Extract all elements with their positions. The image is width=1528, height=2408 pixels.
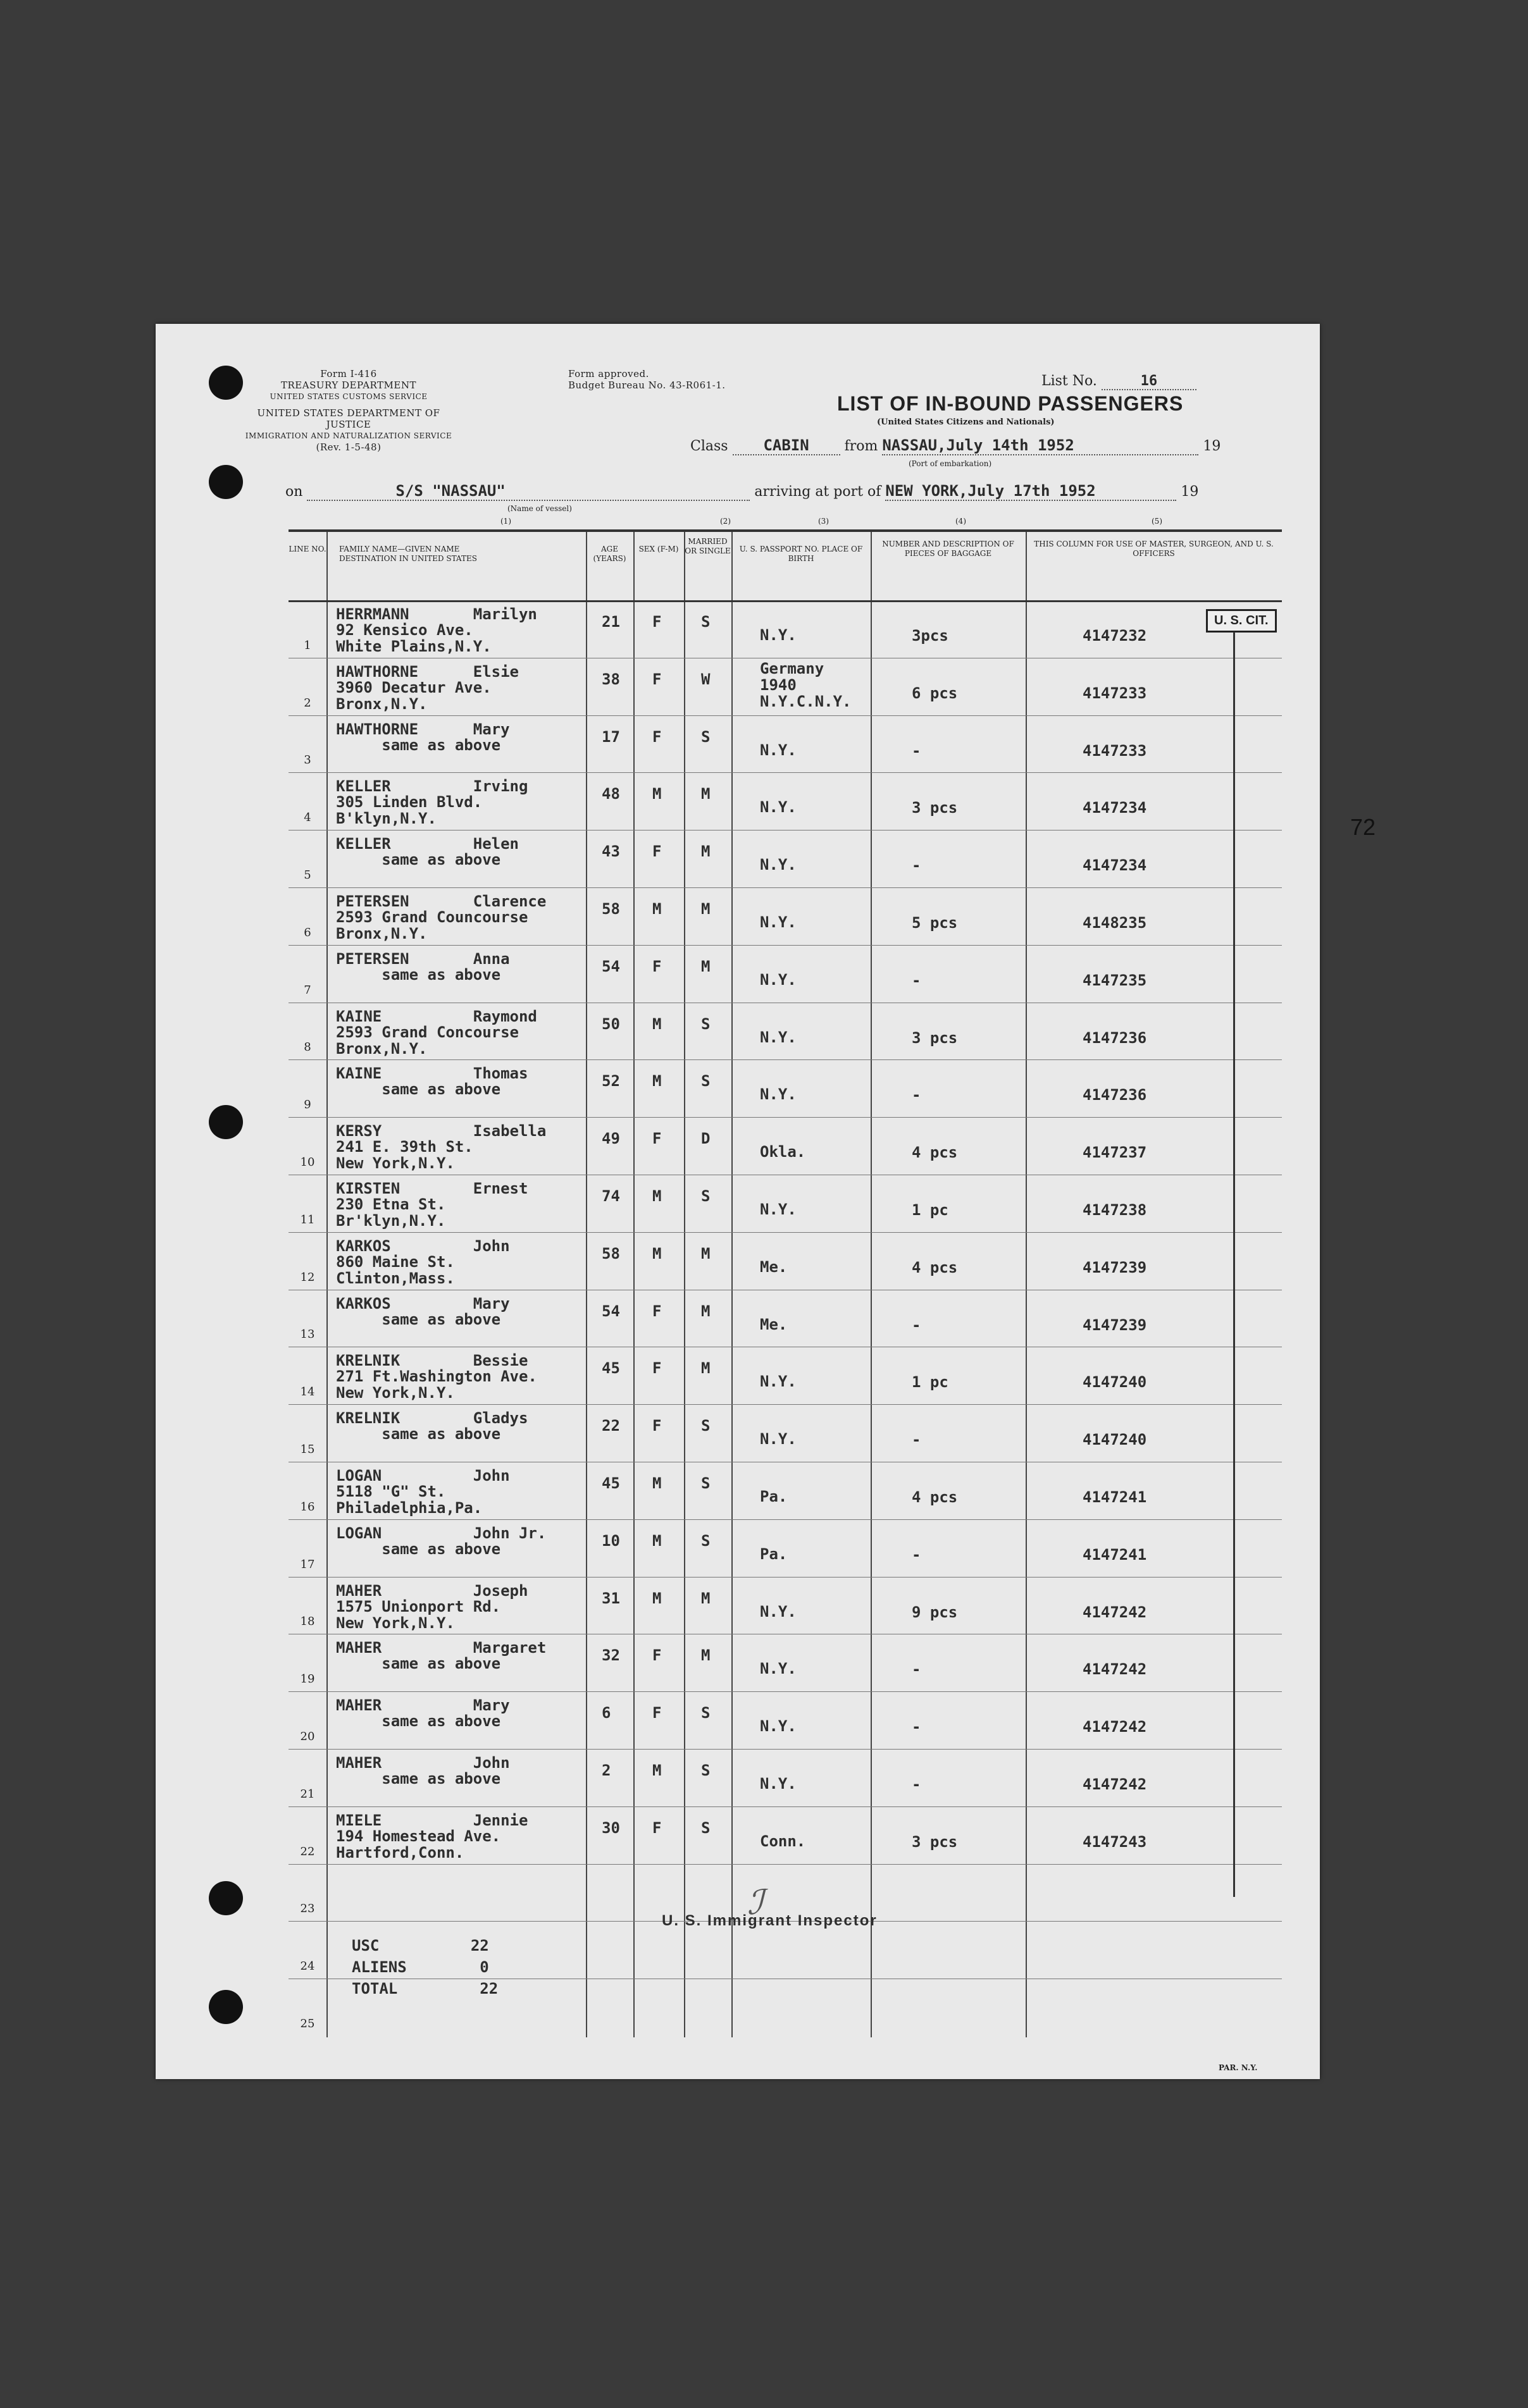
place-of-birth: N.Y. [760,1028,797,1046]
place-of-birth: Conn. [760,1832,806,1850]
line-number: 23 [300,1902,315,1916]
list-label: List No. [1041,373,1097,389]
reference-number: 4147235 [1083,971,1147,989]
destination-address: 194 Homestead Ave. Hartford,Conn. [336,1827,501,1862]
passenger-age: 10 [602,1531,620,1550]
baggage-count: - [912,1718,921,1736]
destination-address: same as above [336,1655,501,1673]
passenger-name: LOGAN John Jr. [336,1524,547,1542]
passenger-name: KARKOS Mary [336,1294,510,1312]
aliens-label: ALIENS [352,1958,407,1976]
dept-ins: IMMIGRATION AND NATURALIZATION SERVICE [245,431,452,440]
passenger-name: HAWTHORNE Elsie [336,662,519,681]
destination-address: 5118 "G" St. Philadelphia,Pa. [336,1483,483,1517]
baggage-count: 3pcs [912,627,948,645]
col-divider [684,532,685,2037]
place-of-birth: N.Y. [760,1660,797,1678]
place-of-birth: N.Y. [760,1373,797,1391]
punch-hole [209,465,243,499]
list-number [1041,373,1196,390]
row-rule [289,945,1282,946]
baggage-count: 9 pcs [912,1603,958,1621]
reference-number: 4147239 [1083,1316,1147,1334]
passenger-sex: M [652,1187,662,1205]
passenger-name: MAHER Mary [336,1696,510,1715]
reference-number: 4147236 [1083,1028,1147,1047]
passenger-name: PETERSEN Anna [336,949,510,968]
reference-number: 4147242 [1083,1718,1147,1736]
on-label: on [285,484,303,500]
passenger-name: KRELNIK Bessie [336,1352,528,1370]
passenger-name: KARKOS John [336,1237,510,1255]
passenger-age: 58 [602,900,620,918]
passenger-name: HERRMANN Marilyn [336,605,537,623]
passenger-sex: F [652,1417,662,1435]
passenger-name: KRELNIK Gladys [336,1409,528,1428]
baggage-count: 6 pcs [912,684,958,702]
destination-address: same as above [336,736,501,754]
destination-address: 271 Ft.Washington Ave. New York,N.Y. [336,1368,537,1402]
punch-hole [209,366,243,400]
vessel-line [285,482,1198,501]
line-number: 3 [304,753,311,767]
passenger-sex: F [652,1359,662,1378]
line-number: 21 [300,1787,315,1801]
line-number: 10 [300,1156,315,1169]
line-number: 12 [300,1270,315,1284]
punch-hole [209,1990,243,2024]
destination-address: 92 Kensico Ave. White Plains,N.Y. [336,621,492,655]
passenger-age: 50 [602,1015,620,1033]
line-number: 11 [300,1213,315,1226]
list-value: 16 [1102,373,1196,390]
line-number: 25 [300,2017,315,2030]
col-sex: SEX (F-M) [638,545,679,553]
passenger-name: KAINE Thomas [336,1065,528,1083]
us-citizen-stamp: U. S. CIT. [1206,609,1277,633]
stamp-bracket-line [1233,632,1235,1897]
marital-status: M [701,1646,711,1665]
passenger-age: 30 [602,1818,620,1837]
reference-number: 4147233 [1083,684,1147,702]
col-num-4: (4) [955,517,966,526]
reference-number: 4147238 [1083,1201,1147,1219]
passenger-age: 43 [602,843,620,861]
marital-status: S [701,613,711,631]
destination-address: same as above [336,1080,501,1099]
row-rule [289,715,1282,716]
line-number: 6 [304,925,311,939]
reference-number: 4147233 [1083,741,1147,760]
passenger-age: 6 [602,1704,611,1722]
reference-number: 4147239 [1083,1258,1147,1276]
col-divider [633,532,635,2037]
place-of-birth: Okla. [760,1143,806,1161]
reference-number: 4147232 [1083,627,1147,645]
marital-status: M [701,785,711,803]
line-number: 9 [304,1098,311,1112]
reference-number: 4148235 [1083,914,1147,932]
marital-status: S [701,727,711,746]
line-number: 17 [300,1557,315,1571]
dept-customs: UNITED STATES CUSTOMS SERVICE [270,392,428,401]
line-number: 5 [304,868,311,882]
line-number: 14 [300,1385,315,1399]
passenger-sex: M [652,785,662,803]
passenger-sex: M [652,1474,662,1492]
place-of-birth: N.Y. [760,1717,797,1736]
line-number: 18 [300,1615,315,1629]
place-of-birth: N.Y. [760,970,797,989]
passenger-sex: M [652,1762,662,1779]
inspector-caption: U. S. Immigrant Inspector [662,1912,878,1929]
manifest-sheet [156,324,1376,2079]
destination-address: same as above [336,1712,501,1731]
passenger-age: 31 [602,1589,620,1607]
destination-address: 860 Maine St. Clinton,Mass. [336,1252,455,1287]
passenger-name: MAHER John [336,1754,510,1772]
marital-status: M [701,843,711,861]
col-officers: THIS COLUMN FOR USE OF MASTER, SURGEON, AND U. S. OFFICERS [1034,540,1274,558]
baggage-count: - [912,1431,921,1449]
place-of-birth: N.Y. [760,1201,797,1218]
line-number: 7 [304,983,311,997]
col-num-5: (5) [1152,517,1162,526]
row-rule [289,1117,1282,1118]
usc-label: USC [352,1937,380,1954]
page-subtitle: (United States Citizens and Nationals) [877,417,1055,427]
usc-value: 22 [470,1937,489,1954]
passenger-sex: M [652,1531,662,1550]
destination-address: same as above [336,1425,501,1443]
baggage-count: - [912,1660,921,1679]
marital-status: S [701,1072,711,1090]
col-married: MARRIED OR SINGLE [685,537,731,555]
punch-hole [209,1881,243,1915]
col-age: AGE (YEARS) [593,545,626,563]
passenger-name: HAWTHORNE Mary [336,720,510,738]
vessel-name: S/S "NASSAU" [307,482,750,501]
line-number: 19 [300,1672,315,1686]
col-divider [1026,532,1027,2037]
year-suffix-2: 19 [1181,484,1199,500]
place-of-birth: N.Y. [760,798,797,817]
totals-block [352,1935,498,1999]
printer-mark: PAR. N.Y. [1219,2063,1258,2072]
line-number: 16 [300,1500,315,1514]
reference-number: 4147240 [1083,1373,1147,1392]
line-number: 22 [300,1844,315,1858]
col-name: FAMILY NAME—GIVEN NAME DESTINATION IN UNITED STATES [339,545,477,563]
line-number: 2 [304,696,311,710]
col-divider [731,532,733,2037]
baggage-count: - [912,1086,921,1104]
passenger-name: KELLER Helen [336,835,519,853]
row-rule [289,1059,1282,1060]
passenger-age: 45 [602,1359,620,1378]
marital-status: M [701,1244,711,1263]
passenger-sex: F [652,957,662,975]
marital-status: S [701,1762,711,1779]
passenger-table [289,529,1282,2037]
marital-status: S [701,1818,711,1837]
destination-address: 230 Etna St. Br'klyn,N.Y. [336,1195,446,1230]
marital-status: S [701,1187,711,1205]
baggage-count: 3 pcs [912,1028,958,1047]
marital-status: M [701,1302,711,1320]
reference-number: 4147242 [1083,1775,1147,1793]
passenger-age: 32 [602,1646,620,1665]
margin-note: 72 [1350,814,1376,840]
aliens-value: 0 [480,1958,489,1976]
agency-block [244,368,453,453]
row-rule [289,1749,1282,1750]
form-approved: Form approved. [568,368,649,380]
place-of-birth: N.Y. [760,626,797,644]
punch-hole [209,1105,243,1139]
baggage-count: - [912,1775,921,1793]
baggage-count: - [912,971,921,989]
baggage-count: - [912,741,921,760]
approval-block [568,368,726,391]
row-rule [289,1864,1282,1865]
marital-status: M [701,1589,711,1607]
destination-address: 305 Linden Blvd. B'klyn,N.Y. [336,793,483,828]
place-of-birth: Germany 1940 N.Y.C.N.Y. [760,659,852,710]
row-rule [289,1691,1282,1692]
place-of-birth: N.Y. [760,1085,797,1104]
baggage-count: 5 pcs [912,914,958,932]
line-number: 24 [300,1960,315,1973]
marital-status: S [701,1015,711,1033]
line-number: 13 [300,1328,315,1342]
baggage-count: 3 pcs [912,799,958,817]
destination-address: 2593 Grand Concourse Bronx,N.Y. [336,1023,519,1058]
passenger-age: 38 [602,670,620,688]
passenger-age: 74 [602,1187,620,1205]
reference-number: 4147241 [1083,1545,1147,1564]
passenger-age: 52 [602,1072,620,1090]
reference-number: 4147241 [1083,1488,1147,1506]
place-of-birth: N.Y. [760,913,797,931]
destination-address: same as above [336,1310,501,1328]
reference-number: 4147242 [1083,1660,1147,1679]
class-line [690,436,1221,455]
passenger-name: PETERSEN Clarence [336,892,547,910]
reference-number: 4147237 [1083,1144,1147,1162]
baggage-count: - [912,1545,921,1564]
row-rule [289,1404,1282,1405]
page-title: LIST OF IN-BOUND PASSENGERS [837,392,1184,415]
passenger-age: 21 [602,613,620,631]
total-label: TOTAL [352,1980,398,1997]
baggage-count: 1 pc [912,1201,948,1219]
total-value: 22 [480,1980,499,1997]
passenger-sex: F [652,670,662,688]
baggage-count: 4 pcs [912,1488,958,1506]
place-of-birth: N.Y. [760,1602,797,1621]
reference-number: 4147240 [1083,1431,1147,1449]
place-of-birth: Pa. [760,1488,788,1505]
place-of-birth: Me. [760,1315,788,1333]
col-baggage: NUMBER AND DESCRIPTION OF PIECES OF BAGGAGE [882,540,1014,558]
arriving-label: arriving at port of [754,484,881,500]
class-value: CABIN [733,436,840,455]
row-rule [289,772,1282,773]
destination-address: same as above [336,1770,501,1787]
passenger-name: KIRSTEN Ernest [336,1180,528,1197]
col-num-2: (2) [720,517,731,526]
col-divider [871,532,872,2037]
col-num-1: (1) [500,517,511,526]
baggage-count: 4 pcs [912,1258,958,1276]
arriving-value: NEW YORK,July 17th 1952 [885,482,1176,501]
passenger-sex: F [652,1704,662,1722]
reference-number: 4147243 [1083,1832,1147,1851]
destination-address: 241 E. 39th St. New York,N.Y. [336,1138,473,1173]
baggage-count: - [912,856,921,875]
passenger-age: 49 [602,1130,620,1148]
col-divider [326,532,328,2037]
col-passport: U. S. PASSPORT NO. PLACE OF BIRTH [739,545,863,563]
passenger-sex: M [652,1015,662,1033]
budget-bureau: Budget Bureau No. 43-R061-1. [568,380,726,391]
reference-number: 4147236 [1083,1086,1147,1104]
reference-number: 4147234 [1083,799,1147,817]
marital-status: W [701,670,711,688]
baggage-count: 1 pc [912,1373,948,1392]
baggage-count: 3 pcs [912,1832,958,1851]
revision: (Rev. 1-5-48) [316,441,382,453]
passenger-age: 17 [602,727,620,746]
passenger-sex: F [652,613,662,631]
line-number: 1 [304,638,311,652]
baggage-count: - [912,1316,921,1334]
form-number: Form I-416 [320,368,377,380]
passenger-age: 45 [602,1474,620,1492]
destination-address: same as above [336,851,501,869]
passenger-sex: M [652,1072,662,1090]
row-rule [289,1577,1282,1578]
passenger-name: LOGAN John [336,1467,510,1485]
passenger-age: 48 [602,785,620,803]
col-divider [586,532,587,2037]
marital-status: S [701,1474,711,1492]
dept-treasury: TREASURY DEPARTMENT [281,380,416,391]
place-of-birth: Pa. [760,1545,788,1563]
reference-number: 4147242 [1083,1603,1147,1621]
from-label: from [844,438,878,454]
line-number: 8 [304,1040,311,1054]
passenger-sex: F [652,843,662,861]
passenger-sex: F [652,1818,662,1837]
col-line-no: LINE NO. [289,545,326,553]
passenger-name: KAINE Raymond [336,1007,537,1025]
passenger-age: 2 [602,1762,611,1779]
row-rule [289,1232,1282,1233]
place-of-birth: N.Y. [760,1430,797,1448]
passenger-name: MIELE Jennie [336,1811,528,1829]
passenger-sex: M [652,1589,662,1607]
row-rule [289,887,1282,888]
vessel-caption: (Name of vessel) [507,504,572,513]
passenger-age: 54 [602,1302,620,1320]
passenger-sex: M [652,900,662,918]
marital-status: S [701,1704,711,1722]
marital-status: M [701,900,711,918]
marital-status: S [701,1531,711,1550]
class-label: Class [690,438,728,454]
header-rule [289,600,1282,602]
baggage-count: 4 pcs [912,1144,958,1162]
passenger-age: 58 [602,1244,620,1263]
place-of-birth: N.Y. [760,856,797,874]
passenger-name: KELLER Irving [336,777,528,796]
passenger-age: 54 [602,957,620,975]
passenger-sex: F [652,1646,662,1665]
inspector-signature: ℐ [747,1882,764,1922]
col-num-3: (3) [818,517,829,526]
destination-address: same as above [336,965,501,984]
destination-address: 3960 Decatur Ave. Bronx,N.Y. [336,678,492,713]
place-of-birth: N.Y. [760,741,797,759]
passenger-name: KERSY Isabella [336,1122,547,1140]
passenger-sex: F [652,1130,662,1148]
passenger-sex: M [652,1244,662,1263]
place-of-birth: N.Y. [760,1775,797,1793]
marital-status: D [701,1130,711,1148]
line-number: 4 [304,811,311,825]
destination-address: 1575 Unionport Rd. New York,N.Y. [336,1597,501,1632]
marital-status: S [701,1417,711,1435]
passenger-sex: F [652,1302,662,1320]
passenger-name: MAHER Joseph [336,1581,528,1600]
passenger-sex: F [652,727,662,746]
marital-status: M [701,1359,711,1378]
reference-number: 4147234 [1083,856,1147,875]
passenger-name: MAHER Margaret [336,1639,547,1657]
line-number: 15 [300,1443,315,1456]
dept-justice: UNITED STATES DEPARTMENT OF JUSTICE [257,407,440,430]
passenger-age: 22 [602,1417,620,1435]
year-suffix: 19 [1203,438,1221,454]
row-rule [289,1806,1282,1807]
place-of-birth: Me. [760,1257,788,1276]
marital-status: M [701,957,711,975]
line-number: 20 [300,1730,315,1743]
destination-address: same as above [336,1540,501,1558]
row-rule [289,1519,1282,1520]
port-embark-caption: (Port of embarkation) [909,459,992,468]
from-value: NASSAU,July 14th 1952 [882,436,1198,455]
destination-address: 2593 Grand Councourse Bronx,N.Y. [336,908,528,942]
